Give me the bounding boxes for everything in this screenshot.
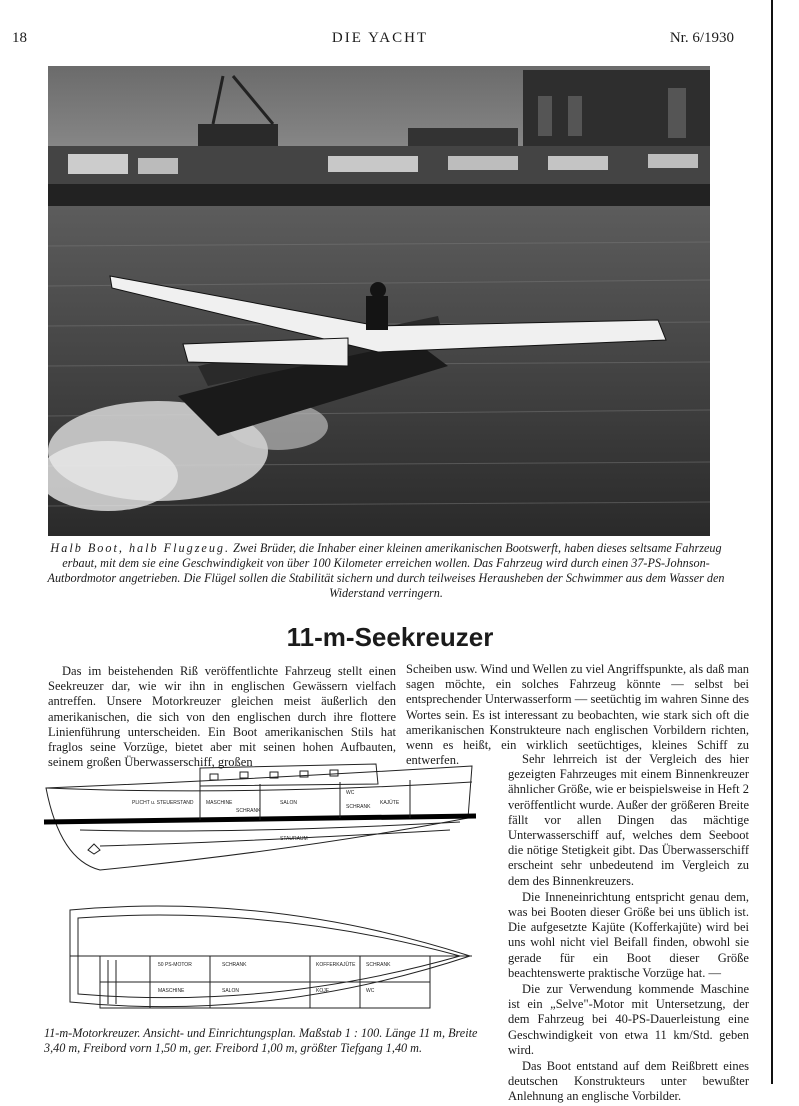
article-column-left bbox=[48, 664, 396, 771]
photo-caption bbox=[46, 541, 726, 601]
plan-label: KAJÜTE bbox=[380, 800, 400, 806]
plan-label: 50 PS-MOTOR bbox=[158, 962, 192, 968]
photo-caption-text: Zwei Brüder, die Inhaber einer kleinen amerikanischen Bootswerft, haben dieses seltsame Fahrzeug erbaut, mit dem sie eine Geschwindigkeit von über 100 Kilometer erreichen wollen. Das Fahrzeug wird durch einen 37-PS-Johnson-Autbordmotor angetrieben. Die Flügel sollen die Stabilität sichern und durch teilweises Herausheben der Schwimmer aus dem Wasser den Widerstand verringern. bbox=[47, 541, 725, 600]
plan-label: KOJE bbox=[316, 988, 330, 994]
magazine-title: DIE YACHT bbox=[331, 30, 429, 46]
top-plan-drawing bbox=[70, 906, 472, 1008]
article-title: 11-m-Seekreuzer bbox=[286, 622, 494, 652]
article-paragraph: Das Boot entstand auf dem Reißbrett eines deutschen Konstrukteurs unter bewußter Anlehnung an englische Vorbilder. bbox=[508, 1059, 749, 1104]
boat-plan-drawings bbox=[40, 760, 480, 1025]
waterplane-photo bbox=[48, 66, 710, 536]
article-paragraph: Das im beistehenden Riß veröffentlichte Fahrzeug stellt einen Seekreuzer dar, wie wir ihn in englischen Gewässern vielfach antreffen. Unsere Motorkreuzer gleichen meist äußerlich den amerikanischen, die sich von den englischen durch ihre flottere Linienführung unterscheiden. Ein Boot amerikanischen Stils hat fraglos seine Vorzüge, bietet aber mit seinen hohen Aufbauten, seinem großen Überwasserschiff, großen bbox=[48, 664, 396, 770]
article-paragraph: Sehr lehrreich ist der Vergleich des hier gezeigten Fahrzeuges mit einem Binnenkreuzer ähnlicher Größe, wie er beispielsweise in Heft 2 veröffentlicht wurde. Außer der größeren Breite fällt vor allen Dingen das mächtige Unterwasserschiff auf, welches dem Seeboot die nötige Stetigkeit gibt. Das Überwasserschiff erscheint sehr unbedeutend im Vergleich zu dem des Binnenkreuzers. bbox=[508, 752, 749, 888]
plan-label: MASCHINE bbox=[158, 988, 185, 994]
plan-label: SCHRANK bbox=[236, 808, 261, 814]
plan-label: PLICHT u. STEUERSTAND bbox=[132, 800, 194, 806]
plan-caption bbox=[44, 1026, 484, 1056]
plan-label: SCHRANK bbox=[366, 962, 391, 968]
page-header bbox=[0, 30, 760, 52]
plan-label: STAURAUM bbox=[280, 836, 308, 842]
plan-label: SALON bbox=[280, 800, 297, 806]
plan-label: WC bbox=[346, 790, 355, 796]
article-paragraph: Die Inneneinrichtung entspricht genau dem, was bei Booten dieser Größe bei uns üblich ist. Die aufgesetzte Kajüte (Kofferkajüte) wird bei uns wohl nicht viel Beifall finden, obwohl sie gerade für ein Boot dieser Größe beachtenswerte praktische Vorzüge hat. — bbox=[508, 889, 749, 980]
side-elevation-drawing bbox=[44, 764, 476, 870]
plan-label: MASCHINE bbox=[206, 800, 233, 806]
plan-label: SALON bbox=[222, 988, 239, 994]
article-paragraph: Scheiben usw. Wind und Wellen zu viel Angriffspunkte, als daß man sagen möchte, ein solches Fahrzeug könnte — selbst bei entsprechender Unterwasserform — seetüchtig im wahren Sinne des Wortes sein. Es ist interessant zu beobachten, wie stark sich oft die amerikanischen Konstrukteure nach englischen Vorbildern richten, wenn es heißt, ein wirklich seetüchtiges, kleines Schiff zu entwerfen. bbox=[406, 662, 749, 768]
page-edge-rule bbox=[771, 0, 773, 1084]
article-paragraph: Die zur Verwendung kommende Maschine ist ein „Selve"-Motor mit Untersetzung, der dem Fahrzeug bei 40-PS-Dauerleistung eine Geschwindigkeit von etwa 11 km/Std. geben wird. bbox=[508, 982, 749, 1057]
plan-label: KOFFERKAJÜTE bbox=[316, 962, 356, 968]
plan-label: WC bbox=[366, 988, 375, 994]
plan-label: SCHRANK bbox=[346, 804, 371, 810]
plan-caption-text: 11-m-Motorkreuzer. Ansicht- und Einrichtungsplan. Maßstab 1 : 100. Länge 11 m, Breite 3,40 m, Freibord vorn 1,50 m, ger. Freibord 1,00 m, größter Tiefgang 1,40 m. bbox=[44, 1026, 478, 1055]
page-number: 18 bbox=[12, 30, 27, 46]
article-column-right bbox=[508, 752, 749, 1106]
photo-caption-lead: Halb Boot, halb Flugzeug. bbox=[50, 541, 231, 555]
plan-label: SCHRANK bbox=[222, 962, 247, 968]
issue-number: Nr. 6/1930 bbox=[669, 30, 734, 46]
